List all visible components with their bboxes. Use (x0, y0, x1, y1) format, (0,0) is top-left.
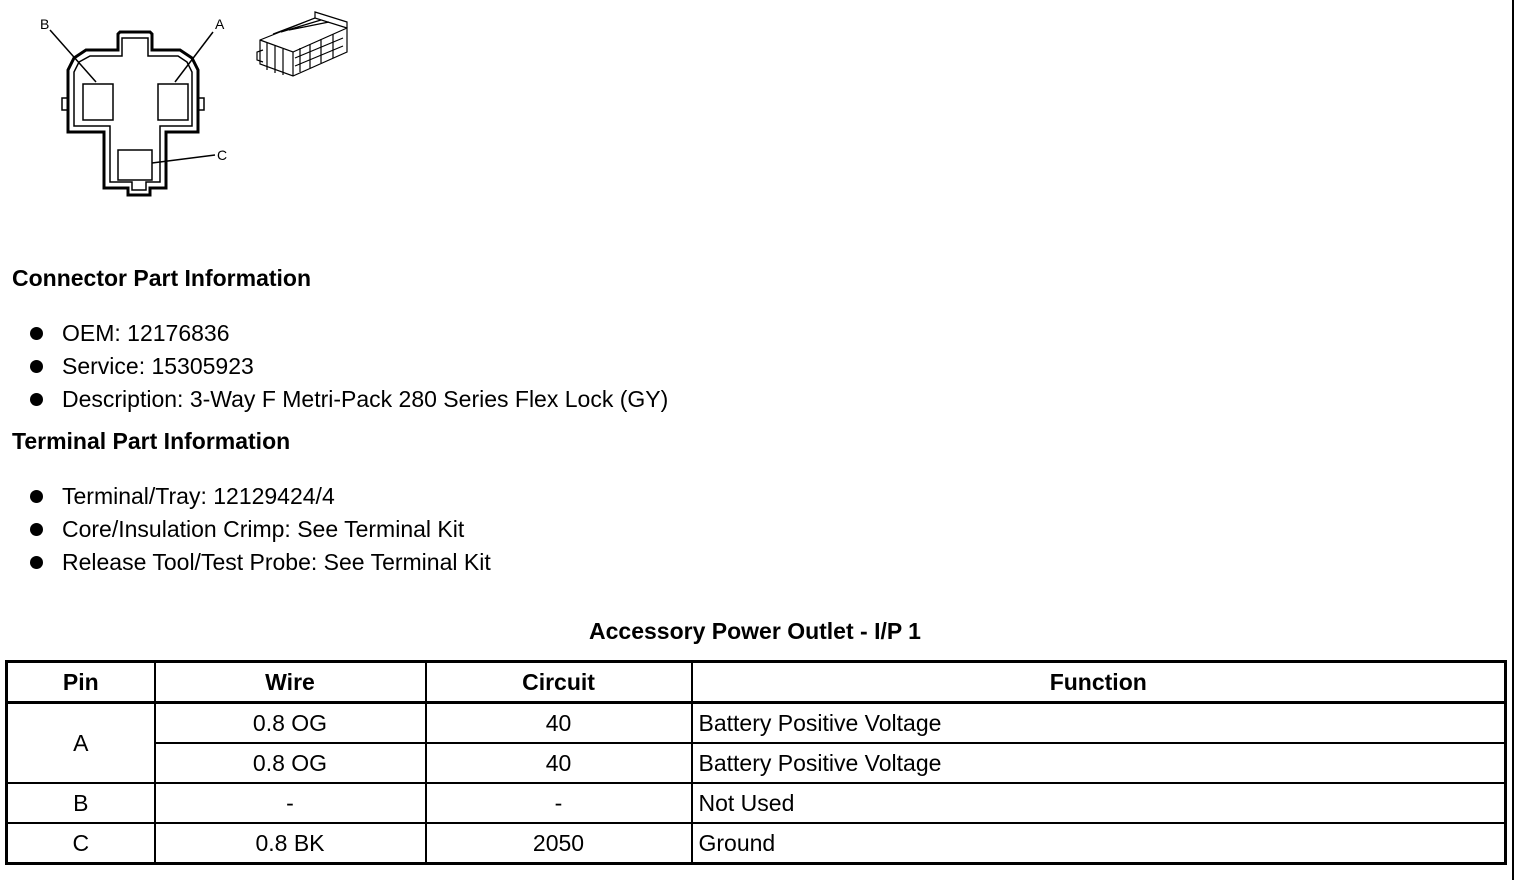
list-item (30, 513, 491, 546)
list-item-text: Service: 15305923 (62, 353, 254, 379)
header-wire: Wire (155, 662, 426, 703)
table-header-row (7, 662, 1506, 703)
bullet-icon (30, 327, 43, 340)
cell-function: Ground (692, 823, 1506, 864)
header-function: Function (692, 662, 1506, 703)
table-row (7, 783, 1506, 823)
connector-face-diagram (30, 10, 250, 205)
cavity-label-b: B (40, 16, 50, 32)
cell-circuit: - (426, 783, 692, 823)
pinout-table (5, 660, 1507, 865)
list-item (30, 480, 491, 513)
cell-wire: - (155, 783, 426, 823)
table-row (7, 703, 1506, 744)
cell-wire: 0.8 OG (155, 743, 426, 783)
cell-wire: 0.8 OG (155, 703, 426, 744)
cell-circuit: 2050 (426, 823, 692, 864)
header-circuit: Circuit (426, 662, 692, 703)
table-row (7, 823, 1506, 864)
terminal-info-heading: Terminal Part Information (12, 428, 291, 454)
terminal-info-list (30, 480, 491, 579)
table-row (7, 743, 1506, 783)
table-title: Accessory Power Outlet - I/P 1 (589, 618, 921, 644)
header-pin: Pin (7, 662, 155, 703)
list-item-text: Core/Insulation Crimp: See Terminal Kit (62, 516, 465, 542)
list-item (30, 350, 668, 383)
connector-isometric-image (255, 10, 355, 90)
cell-pin: A (7, 703, 155, 784)
cell-function: Not Used (692, 783, 1506, 823)
list-item (30, 546, 491, 579)
list-item-text: Release Tool/Test Probe: See Terminal Kit (62, 549, 491, 575)
cell-circuit: 40 (426, 703, 692, 744)
list-item-text: Terminal/Tray: 12129424/4 (62, 483, 335, 509)
list-item-text: OEM: 12176836 (62, 320, 230, 346)
list-item-text: Description: 3-Way F Metri-Pack 280 Series Flex Lock (GY) (62, 386, 669, 412)
cell-circuit: 40 (426, 743, 692, 783)
cell-function: Battery Positive Voltage (692, 743, 1506, 783)
bullet-icon (30, 360, 43, 373)
cavity-label-c: C (217, 147, 228, 163)
cell-function: Battery Positive Voltage (692, 703, 1506, 744)
bullet-icon (30, 490, 43, 503)
cell-pin: B (7, 783, 155, 823)
bullet-icon (30, 523, 43, 536)
cavity-label-a: A (215, 16, 225, 32)
connector-info-heading: Connector Part Information (12, 265, 312, 291)
bullet-icon (30, 393, 43, 406)
page-border-rule (1512, 0, 1514, 880)
connector-info-list (30, 317, 668, 416)
list-item (30, 317, 668, 350)
list-item (30, 383, 668, 416)
cell-wire: 0.8 BK (155, 823, 426, 864)
bullet-icon (30, 556, 43, 569)
cell-pin: C (7, 823, 155, 864)
